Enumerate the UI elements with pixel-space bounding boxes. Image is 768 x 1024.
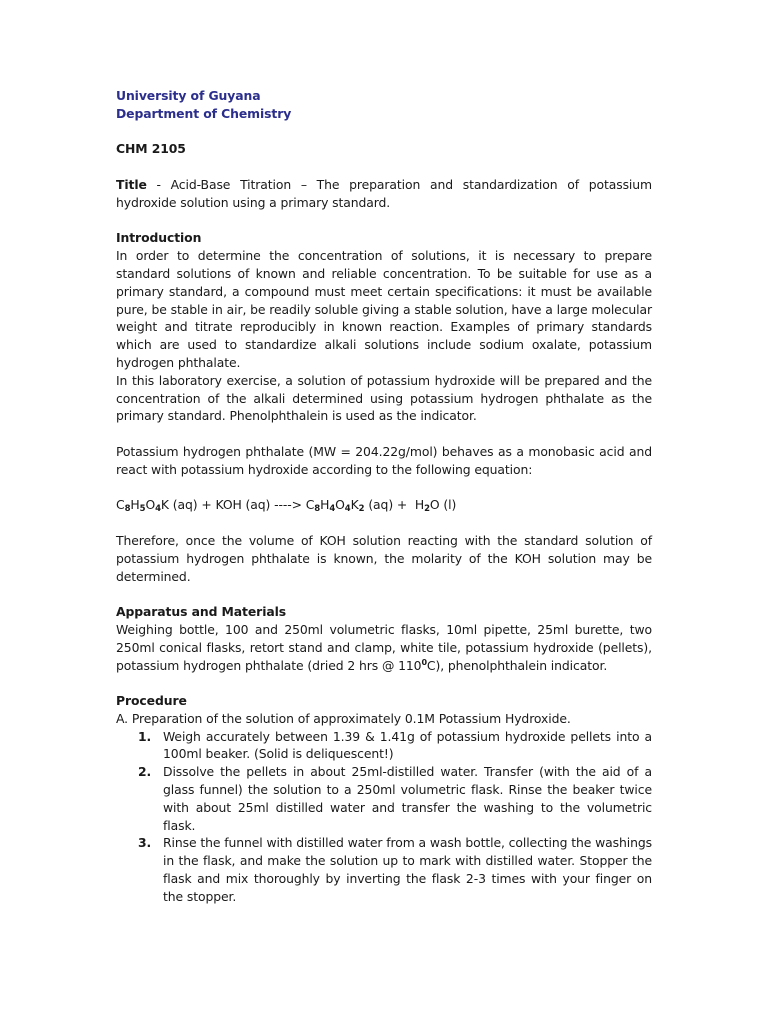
department-name: Department of Chemistry bbox=[116, 105, 292, 121]
procedure-subheading: A. Preparation of the solution of approximately 0.1M Potassium Hydroxide. bbox=[116, 710, 571, 726]
list-item: 2. Dissolve the pellets in about 25ml-distilled water. Transfer (with the aid of a glass funnel) the solution to a 250ml volumetric flask. Rinse the beaker twice with about 25ml distilled water and transfer the washing to the volumetric flask. bbox=[138, 764, 652, 833]
course-code: CHM 2105 bbox=[116, 141, 186, 157]
procedure-heading: Procedure bbox=[116, 693, 187, 709]
list-item: 3. Rinse the funnel with distilled water from a wash bottle, collecting the washings in the flask, and make the solution up to mark with distilled water. Stopper the flask and mix thoroughly by inverting the flask 2-3 times with your finger on the stopper. bbox=[138, 835, 652, 904]
title-text: - Acid-Base Titration – The preparation and standardization of potassium hydroxide solution using a primary standard. bbox=[116, 176, 652, 210]
intro-paragraph-1: In order to determine the concentration of solutions, it is necessary to prepare standard solutions of known and reliable concentration. To be suitable for use as a primary standard, a compound must meet certain specifications: it must be available pure, be stable in air, be readily soluble giving a stable solution, have a large molecular weight and titrate reproducibly in known reaction. Examples of primary standards which are used to standardize alkali solutions include sodium oxalate, potassium hydrogen phthalate. bbox=[116, 248, 652, 370]
intro-paragraph-4: Therefore, once the volume of KOH solution reacting with the standard solution of potassium hydrogen phthalate is known, the molarity of the KOH solution may be determined. bbox=[116, 532, 652, 584]
reaction-equation: $C_8H_5O_4K$ (aq) + KOH (aq) ----> $C_8H_4O_4K_2$ $(aq) + H_2O$ (l) bbox=[116, 497, 457, 515]
procedure-steps bbox=[116, 728, 652, 906]
title-label: Title bbox=[116, 176, 147, 192]
title-paragraph bbox=[116, 176, 652, 212]
introduction-heading: Introduction bbox=[116, 230, 202, 246]
intro-paragraph-2: In this laboratory exercise, a solution of potassium hydroxide will be prepared and the concentration of the alkali determined using potassium hydrogen phthalate as the primary standard. Phenolphthalein is used as the indicator. bbox=[116, 372, 652, 424]
apparatus-list: Weighing bottle, 100 and 250ml volumetric flasks, 10ml pipette, 25ml burette, two 250ml conical flasks, retort stand and clamp, white tile, potassium hydroxide (pellets), potassium hydrogen phthalate (dried 2 hrs @ $110^0C$), phenolphthalein indicator. bbox=[116, 621, 652, 673]
document-page bbox=[116, 87, 652, 906]
university-name: University of Guyana bbox=[116, 88, 261, 103]
list-item: 1. Weigh accurately between 1.39 & 1.41g of potassium hydroxide pellets into a 100ml beaker. (Solid is deliquescent!) bbox=[138, 728, 652, 762]
apparatus-heading: Apparatus and Materials bbox=[116, 604, 287, 620]
intro-paragraph-3: Potassium hydrogen phthalate (MW = 204.22g/mol) behaves as a monobasic acid and react with potassium hydroxide according to the following equation: bbox=[116, 443, 652, 477]
